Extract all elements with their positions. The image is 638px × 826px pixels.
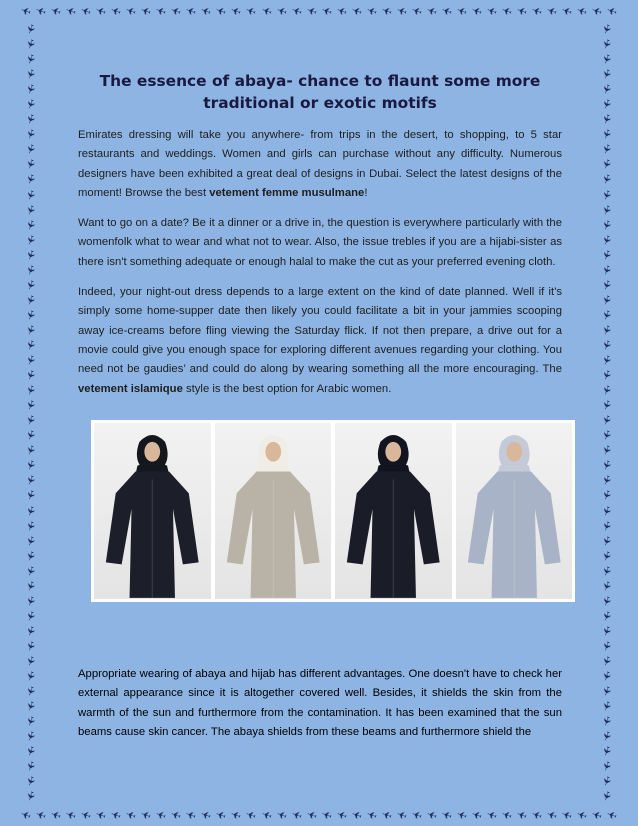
swallow-icon: ✈	[23, 593, 39, 608]
swallow-icon: ✈	[484, 3, 499, 19]
swallow-icon: ✈	[23, 368, 39, 382]
swallow-icon: ✈	[599, 368, 615, 382]
swallow-icon: ✈	[23, 262, 39, 277]
swallow-icon: ✈	[599, 774, 615, 789]
swallow-icon: ✈	[319, 3, 334, 19]
swallow-icon: ✈	[274, 807, 289, 823]
swallow-icon: ✈	[169, 807, 184, 823]
swallow-icon: ✈	[515, 807, 529, 823]
paragraph-1-text: Emirates dressing will take you anywhere- from trips in the desert, to shopping, to 5 star restaurants and weddings. Women and girls can purchase without any difficulty. Numerous designers have been exhibited a great deal of designs in Dubai. Select the latest designs of the moment! Browse the best	[78, 129, 562, 199]
swallow-icon: ✈	[244, 3, 259, 19]
swallow-icon: ✈	[23, 518, 39, 533]
swallow-icon: ✈	[23, 503, 39, 518]
swallow-icon: ✈	[154, 807, 169, 823]
swallow-icon: ✈	[23, 413, 39, 428]
swallow-icon: ✈	[23, 699, 39, 713]
abaya-photo-4	[456, 423, 573, 599]
article-title	[78, 70, 562, 114]
keyword-link-vetement-femme-musulmane[interactable]: vetement femme musulmane	[209, 186, 365, 199]
swallow-icon: ✈	[23, 127, 39, 142]
paragraph-2: Want to go on a date? Be it a dinner or a drive in, the question is everywhere particularly with the womenfolk what to wear and what not to wear. Also, the issue trebles if you are a hijabi-sister as there isn't something adequate or enough halal to make the cut as your preferred evening cloth.	[78, 217, 562, 268]
swallow-icon: ✈	[599, 52, 615, 66]
page-border-right	[596, 22, 618, 804]
swallow-icon: ✈	[469, 807, 484, 823]
swallow-icon: ✈	[599, 563, 615, 578]
swallow-icon: ✈	[454, 807, 469, 823]
swallow-icon: ✈	[545, 807, 559, 823]
paragraph-1	[78, 126, 562, 203]
swallow-icon: ✈	[23, 52, 39, 66]
swallow-icon: ✈	[590, 807, 604, 823]
swallow-icon: ✈	[23, 488, 39, 503]
page-border-top	[0, 0, 638, 22]
swallow-icon: ✈	[23, 323, 39, 337]
swallow-icon: ✈	[23, 563, 39, 578]
swallow-icon: ✈	[23, 458, 39, 473]
swallow-icon: ✈	[23, 112, 39, 127]
swallow-icon: ✈	[599, 127, 615, 142]
paragraph-3-end: style is the best option for Arabic women.	[182, 382, 392, 395]
swallow-icon: ✈	[599, 623, 615, 638]
swallow-icon: ✈	[575, 807, 589, 823]
swallow-icon: ✈	[229, 3, 244, 19]
swallow-icon: ✈	[379, 3, 394, 19]
swallow-icon: ✈	[23, 533, 39, 548]
swallow-icon: ✈	[79, 3, 93, 19]
swallow-icon: ✈	[23, 82, 39, 97]
swallow-icon: ✈	[109, 3, 123, 19]
swallow-icon: ✈	[23, 232, 39, 247]
swallow-icon: ✈	[499, 3, 514, 19]
swallow-icon: ✈	[94, 3, 108, 19]
swallow-icon: ✈	[23, 217, 39, 232]
abaya-figure-icon	[94, 423, 211, 599]
swallow-icon: ✈	[23, 654, 39, 668]
swallow-icon: ✈	[599, 413, 615, 428]
swallow-icon: ✈	[364, 3, 379, 19]
swallow-icon: ✈	[599, 353, 615, 367]
swallow-icon: ✈	[599, 608, 615, 623]
swallow-icon: ✈	[545, 3, 559, 19]
swallow-icon: ✈	[304, 807, 319, 823]
swallow-icon: ✈	[34, 3, 48, 19]
title-line-2: traditional or exotic motifs	[203, 94, 437, 112]
swallow-icon: ✈	[599, 458, 615, 473]
article-continuation	[78, 665, 562, 753]
swallow-icon: ✈	[599, 488, 615, 503]
swallow-icon: ✈	[23, 428, 39, 443]
article-body	[78, 70, 562, 410]
swallow-icon: ✈	[23, 714, 39, 729]
swallow-icon: ✈	[499, 807, 514, 823]
swallow-icon: ✈	[23, 729, 39, 744]
swallow-icon: ✈	[599, 292, 615, 307]
swallow-icon: ✈	[23, 639, 39, 653]
swallow-icon: ✈	[94, 807, 108, 823]
swallow-icon: ✈	[349, 807, 364, 823]
swallow-icon: ✈	[560, 3, 574, 19]
paragraph-4: Appropriate wearing of abaya and hijab has different advantages. One doesn't have to check her external appearance since it is altogether covered well. Besides, it shields the skin from the warmth of the sun and furthermore from the contamination. It has been examined that the sun beams cause skin cancer. The abaya shields from these beams and furthermore shield the	[78, 668, 562, 738]
keyword-link-vetement-islamique[interactable]: vetement islamique	[78, 382, 183, 395]
swallow-icon: ✈	[23, 759, 39, 774]
swallow-icon: ✈	[599, 729, 615, 744]
swallow-icon: ✈	[530, 807, 544, 823]
swallow-icon: ✈	[23, 353, 39, 367]
swallow-icon: ✈	[23, 187, 39, 202]
swallow-icon: ✈	[439, 807, 454, 823]
swallow-icon: ✈	[599, 578, 615, 593]
swallow-icon: ✈	[439, 3, 454, 19]
swallow-icon: ✈	[23, 277, 39, 292]
paragraph-3	[78, 283, 562, 399]
swallow-icon: ✈	[23, 67, 39, 82]
swallow-icon: ✈	[23, 684, 39, 698]
swallow-icon: ✈	[599, 308, 615, 322]
abaya-figure-icon	[456, 423, 573, 599]
swallow-icon: ✈	[605, 807, 619, 823]
swallow-icon: ✈	[23, 443, 39, 458]
swallow-icon: ✈	[23, 744, 39, 759]
swallow-icon: ✈	[424, 3, 439, 19]
swallow-icon: ✈	[23, 157, 39, 172]
paragraph-1-end: !	[364, 186, 368, 199]
abaya-photo-3	[335, 423, 452, 599]
swallow-icon: ✈	[319, 807, 334, 823]
swallow-icon: ✈	[23, 623, 39, 638]
swallow-icon: ✈	[23, 142, 39, 157]
swallow-icon: ✈	[469, 3, 484, 19]
swallow-icon: ✈	[79, 807, 93, 823]
swallow-icon: ✈	[23, 172, 39, 187]
abaya-figure-icon	[335, 423, 452, 599]
swallow-icon: ✈	[23, 338, 39, 352]
swallow-icon: ✈	[23, 37, 39, 51]
swallow-icon: ✈	[599, 428, 615, 443]
swallow-icon: ✈	[599, 217, 615, 232]
swallow-icon: ✈	[304, 3, 319, 19]
swallow-icon: ✈	[575, 3, 589, 19]
swallow-icon: ✈	[599, 82, 615, 97]
swallow-icon: ✈	[599, 172, 615, 187]
swallow-icon: ✈	[590, 3, 604, 19]
swallow-icon: ✈	[23, 669, 39, 683]
swallow-icon: ✈	[214, 807, 229, 823]
swallow-icon: ✈	[274, 3, 289, 19]
swallow-icon: ✈	[394, 807, 409, 823]
swallow-icon: ✈	[184, 3, 199, 19]
abaya-photo-strip	[91, 420, 575, 602]
swallow-icon: ✈	[23, 398, 39, 413]
swallow-icon: ✈	[409, 807, 424, 823]
title-line-1: The essence of abaya- chance to flaunt some more	[99, 72, 541, 90]
swallow-icon: ✈	[599, 142, 615, 157]
swallow-icon: ✈	[199, 3, 214, 19]
swallow-icon: ✈	[530, 3, 544, 19]
swallow-icon: ✈	[109, 807, 123, 823]
swallow-icon: ✈	[229, 807, 244, 823]
swallow-icon: ✈	[49, 3, 63, 19]
swallow-icon: ✈	[289, 807, 304, 823]
swallow-icon: ✈	[599, 262, 615, 277]
swallow-icon: ✈	[484, 807, 499, 823]
swallow-icon: ✈	[605, 3, 619, 19]
swallow-icon: ✈	[599, 654, 615, 668]
swallow-icon: ✈	[23, 548, 39, 563]
swallow-icon: ✈	[23, 308, 39, 322]
swallow-icon: ✈	[599, 232, 615, 247]
swallow-icon: ✈	[454, 3, 469, 19]
swallow-icon: ✈	[23, 789, 39, 804]
swallow-icon: ✈	[409, 3, 424, 19]
swallow-icon: ✈	[599, 37, 615, 51]
swallow-icon: ✈	[599, 383, 615, 398]
swallow-icon: ✈	[124, 3, 138, 19]
swallow-icon: ✈	[599, 684, 615, 698]
swallow-icon: ✈	[599, 548, 615, 563]
swallow-icon: ✈	[599, 443, 615, 458]
swallow-icon: ✈	[599, 22, 615, 36]
swallow-icon: ✈	[599, 699, 615, 713]
swallow-icon: ✈	[599, 503, 615, 518]
swallow-icon: ✈	[199, 807, 214, 823]
swallow-icon: ✈	[64, 807, 78, 823]
swallow-icon: ✈	[23, 578, 39, 593]
swallow-icon: ✈	[259, 3, 274, 19]
swallow-icon: ✈	[599, 247, 615, 262]
swallow-icon: ✈	[169, 3, 184, 19]
paragraph-3-text: Indeed, your night-out dress depends to a large extent on the kind of date planned. Well if it's simply some home-supper date then likely you could facilitate a bit in your jammies scooping away ice-creams before fling viewing the Saturday flick. If not then prepare, a drive out for a movie could give you enough space for exploring different avenues regarding your clothing. You need not be gaudies’ and could do along by wearing something all the more encouraging. The	[78, 286, 562, 376]
swallow-icon: ✈	[23, 292, 39, 307]
swallow-icon: ✈	[599, 669, 615, 683]
swallow-icon: ✈	[599, 533, 615, 548]
swallow-icon: ✈	[64, 3, 78, 19]
swallow-icon: ✈	[49, 807, 63, 823]
swallow-icon: ✈	[394, 3, 409, 19]
swallow-icon: ✈	[599, 277, 615, 292]
abaya-figure-icon	[215, 423, 332, 599]
swallow-icon: ✈	[599, 323, 615, 337]
swallow-icon: ✈	[289, 3, 304, 19]
swallow-icon: ✈	[184, 807, 199, 823]
swallow-icon: ✈	[154, 3, 169, 19]
swallow-icon: ✈	[599, 202, 615, 217]
swallow-icon: ✈	[379, 807, 394, 823]
swallow-icon: ✈	[18, 3, 33, 19]
swallow-icon: ✈	[23, 22, 39, 36]
swallow-icon: ✈	[334, 3, 349, 19]
swallow-icon: ✈	[599, 789, 615, 804]
swallow-icon: ✈	[259, 807, 274, 823]
swallow-icon: ✈	[599, 759, 615, 774]
swallow-icon: ✈	[244, 807, 259, 823]
swallow-icon: ✈	[599, 157, 615, 172]
swallow-icon: ✈	[599, 338, 615, 352]
swallow-icon: ✈	[599, 593, 615, 608]
swallow-icon: ✈	[599, 473, 615, 488]
swallow-icon: ✈	[599, 67, 615, 82]
swallow-icon: ✈	[124, 807, 138, 823]
swallow-icon: ✈	[214, 3, 229, 19]
swallow-icon: ✈	[599, 714, 615, 729]
swallow-icon: ✈	[23, 202, 39, 217]
swallow-icon: ✈	[23, 97, 39, 112]
swallow-icon: ✈	[139, 807, 153, 823]
swallow-icon: ✈	[560, 807, 574, 823]
page-border-bottom	[0, 804, 638, 826]
swallow-icon: ✈	[599, 187, 615, 202]
swallow-icon: ✈	[599, 97, 615, 112]
swallow-icon: ✈	[364, 807, 379, 823]
swallow-icon: ✈	[23, 383, 39, 398]
swallow-icon: ✈	[349, 3, 364, 19]
swallow-icon: ✈	[23, 774, 39, 789]
swallow-icon: ✈	[23, 247, 39, 262]
swallow-icon: ✈	[515, 3, 529, 19]
swallow-icon: ✈	[599, 639, 615, 653]
swallow-icon: ✈	[23, 473, 39, 488]
swallow-icon: ✈	[139, 3, 153, 19]
page-border-left	[20, 22, 42, 804]
abaya-photo-2	[215, 423, 332, 599]
swallow-icon: ✈	[18, 807, 33, 823]
swallow-icon: ✈	[424, 807, 439, 823]
swallow-icon: ✈	[599, 398, 615, 413]
swallow-icon: ✈	[23, 608, 39, 623]
swallow-icon: ✈	[599, 112, 615, 127]
swallow-icon: ✈	[334, 807, 349, 823]
swallow-icon: ✈	[599, 744, 615, 759]
swallow-icon: ✈	[34, 807, 48, 823]
swallow-icon: ✈	[599, 518, 615, 533]
abaya-photo-1	[94, 423, 211, 599]
